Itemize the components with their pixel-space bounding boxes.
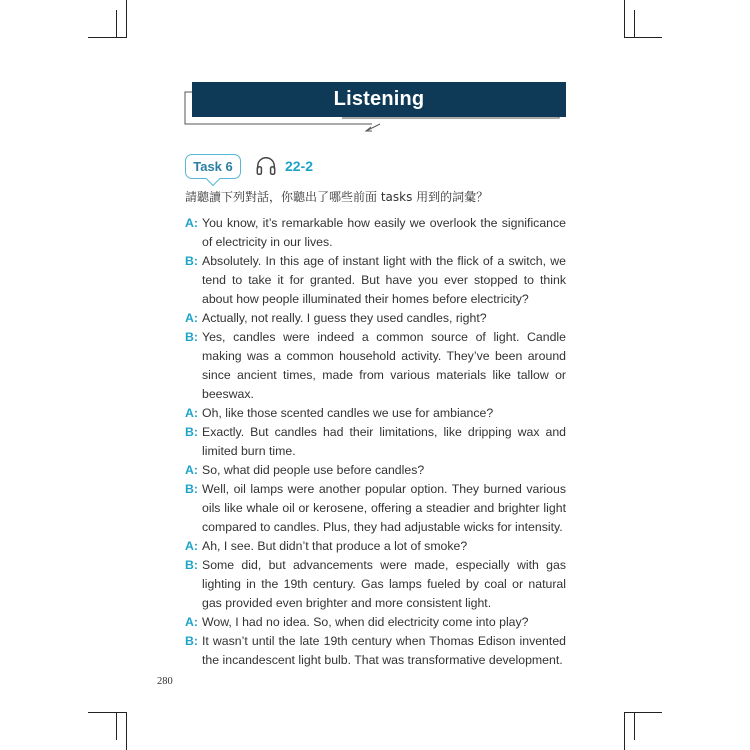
task-header (185, 151, 313, 181)
speaker-label: A: (185, 463, 198, 477)
speaker-label: A: (185, 216, 198, 230)
speaker-label: B: (185, 425, 198, 439)
dialogue-text: Wow, I had no idea. So, when did electricity come into play? (202, 615, 529, 629)
dialogue-text: It wasn’t until the late 19th century when Thomas Edison invented the incandescent light bulb. That was transformative development. (202, 634, 566, 667)
dialogue-text: So, what did people use before candles? (202, 463, 425, 477)
dialogue-line (185, 423, 566, 461)
speaker-label: A: (185, 311, 198, 325)
speaker-label: A: (185, 615, 198, 629)
dialogue-text: You know, it’s remarkable how easily we overlook the significance of electricity in our lives. (202, 216, 566, 249)
dialogue-line (185, 328, 566, 404)
speaker-label: B: (185, 254, 198, 268)
task-badge (185, 154, 241, 179)
dialogue (185, 214, 566, 670)
headphones-icon (255, 155, 277, 177)
dialogue-line (185, 404, 566, 423)
dialogue-line (185, 613, 566, 632)
dialogue-line (185, 252, 566, 309)
dialogue-line (185, 214, 566, 252)
dialogue-text: Well, oil lamps were another popular option. They burned various oils like whale oil or kerosene, offering a steadier and brighter light compared to candles. Plus, they had adjustable wicks for intensity. (202, 482, 566, 534)
audio-track-number: 22-2 (285, 158, 314, 174)
dialogue-text: Exactly. But candles had their limitations, like dripping wax and limited burn time. (202, 425, 566, 458)
speaker-label: B: (185, 482, 198, 496)
dialogue-text: Some did, but advancements were made, especially with gas lighting in the 19th century. Gas lamps fueled by coal or natural gas provided even brighter and more consistent light. (202, 558, 566, 610)
speaker-label: B: (185, 330, 198, 344)
header-frame (0, 0, 750, 140)
dialogue-text: Yes, candles were indeed a common source of light. Candle making was a common household activity. They’ve been around since ancient times, made from various materials like tallow or beeswax. (202, 330, 566, 401)
dialogue-line (185, 537, 566, 556)
dialogue-line (185, 461, 566, 480)
speaker-label: A: (185, 539, 198, 553)
speaker-label: A: (185, 406, 198, 420)
dialogue-line (185, 480, 566, 537)
dialogue-text: Ah, I see. But didn’t that produce a lot of smoke? (202, 539, 468, 553)
page-number: 280 (157, 676, 173, 687)
page-title: Listening (192, 82, 566, 117)
dialogue-line (185, 632, 566, 670)
speaker-label: B: (185, 634, 198, 648)
speaker-label: B: (185, 558, 198, 572)
task-badge-label: Task 6 (193, 158, 233, 174)
dialogue-text: Actually, not really. I guess they used candles, right? (202, 311, 487, 325)
section-header (0, 0, 750, 140)
dialogue-text: Oh, like those scented candles we use for ambiance? (202, 406, 494, 420)
instruction-text: 請聽讀下列對話，你聽出了哪些前面 tasks 用到的詞彙？ (185, 190, 489, 204)
dialogue-text: Absolutely. In this age of instant light with the flick of a switch, we tend to take it for granted. But have you ever stopped to think about how people illuminated their homes before electricity? (202, 254, 566, 306)
dialogue-line (185, 309, 566, 328)
dialogue-line (185, 556, 566, 613)
